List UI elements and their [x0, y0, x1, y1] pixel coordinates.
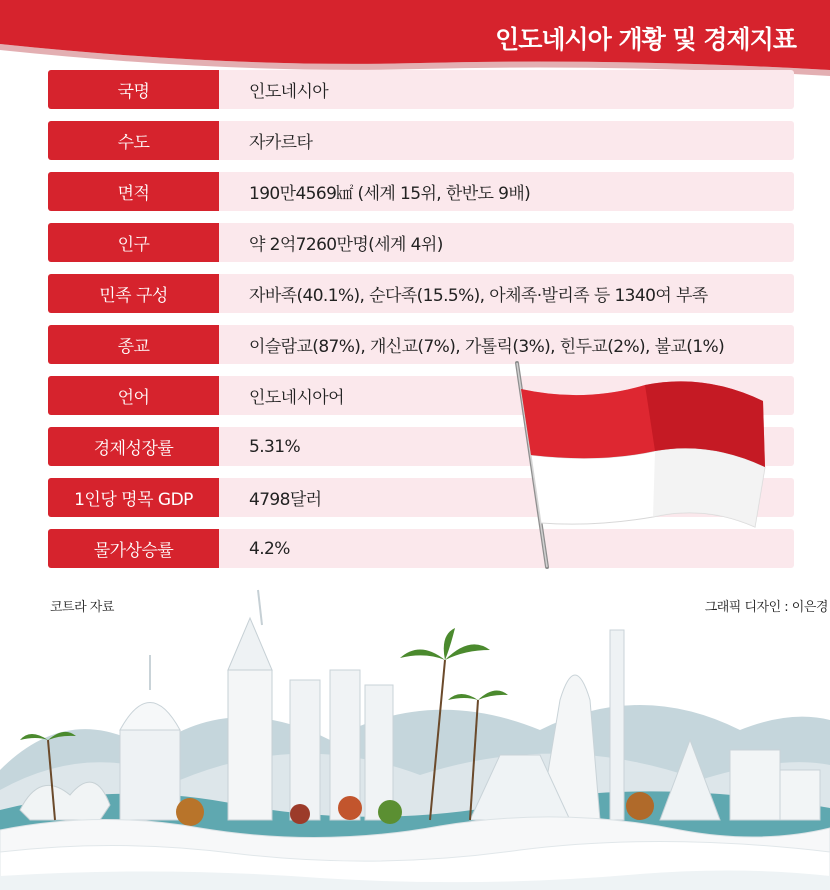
info-row-area	[48, 172, 794, 211]
row-label: 물가상승률	[48, 529, 219, 568]
row-value: 190만4569㎢ (세계 15위, 한반도 9배)	[249, 184, 531, 204]
row-label: 면적	[48, 172, 219, 211]
source-note: 코트라 자료	[50, 600, 114, 615]
row-label: 1인당 명목 GDP	[48, 478, 219, 517]
row-value: 인도네시아어	[249, 388, 344, 408]
row-value: 4.2%	[249, 538, 290, 559]
row-value: 5.31%	[249, 436, 301, 457]
row-value: 약 2억7260만명(세계 4위)	[249, 235, 443, 255]
row-label: 수도	[48, 121, 219, 160]
row-label: 경제성장률	[48, 427, 219, 466]
row-value: 이슬람교(87%), 개신교(7%), 가톨릭(3%), 힌두교(2%), 불교(1%)	[249, 337, 725, 357]
row-label: 민족 구성	[48, 274, 219, 313]
info-row-capital	[48, 121, 794, 160]
credit-note: 그래픽 디자인 : 이은경	[704, 600, 828, 615]
row-value: 자바족(40.1%), 순다족(15.5%), 아체족·발리족 등 1340여 부족	[249, 286, 708, 306]
info-row-country-name	[48, 70, 794, 109]
row-label: 종교	[48, 325, 219, 364]
page-title: 인도네시아 개황 및 경제지표	[495, 25, 796, 54]
indonesia-flag-icon	[505, 355, 775, 575]
row-label: 인구	[48, 223, 219, 262]
jakarta-skyline-illustration-icon	[0, 580, 830, 890]
row-label: 국명	[48, 70, 219, 109]
row-value: 인도네시아	[249, 82, 329, 102]
row-label: 언어	[48, 376, 219, 415]
row-value: 4798달러	[249, 490, 322, 510]
info-row-population	[48, 223, 794, 262]
row-value: 자카르타	[249, 133, 313, 153]
info-row-ethnic-groups	[48, 274, 794, 313]
